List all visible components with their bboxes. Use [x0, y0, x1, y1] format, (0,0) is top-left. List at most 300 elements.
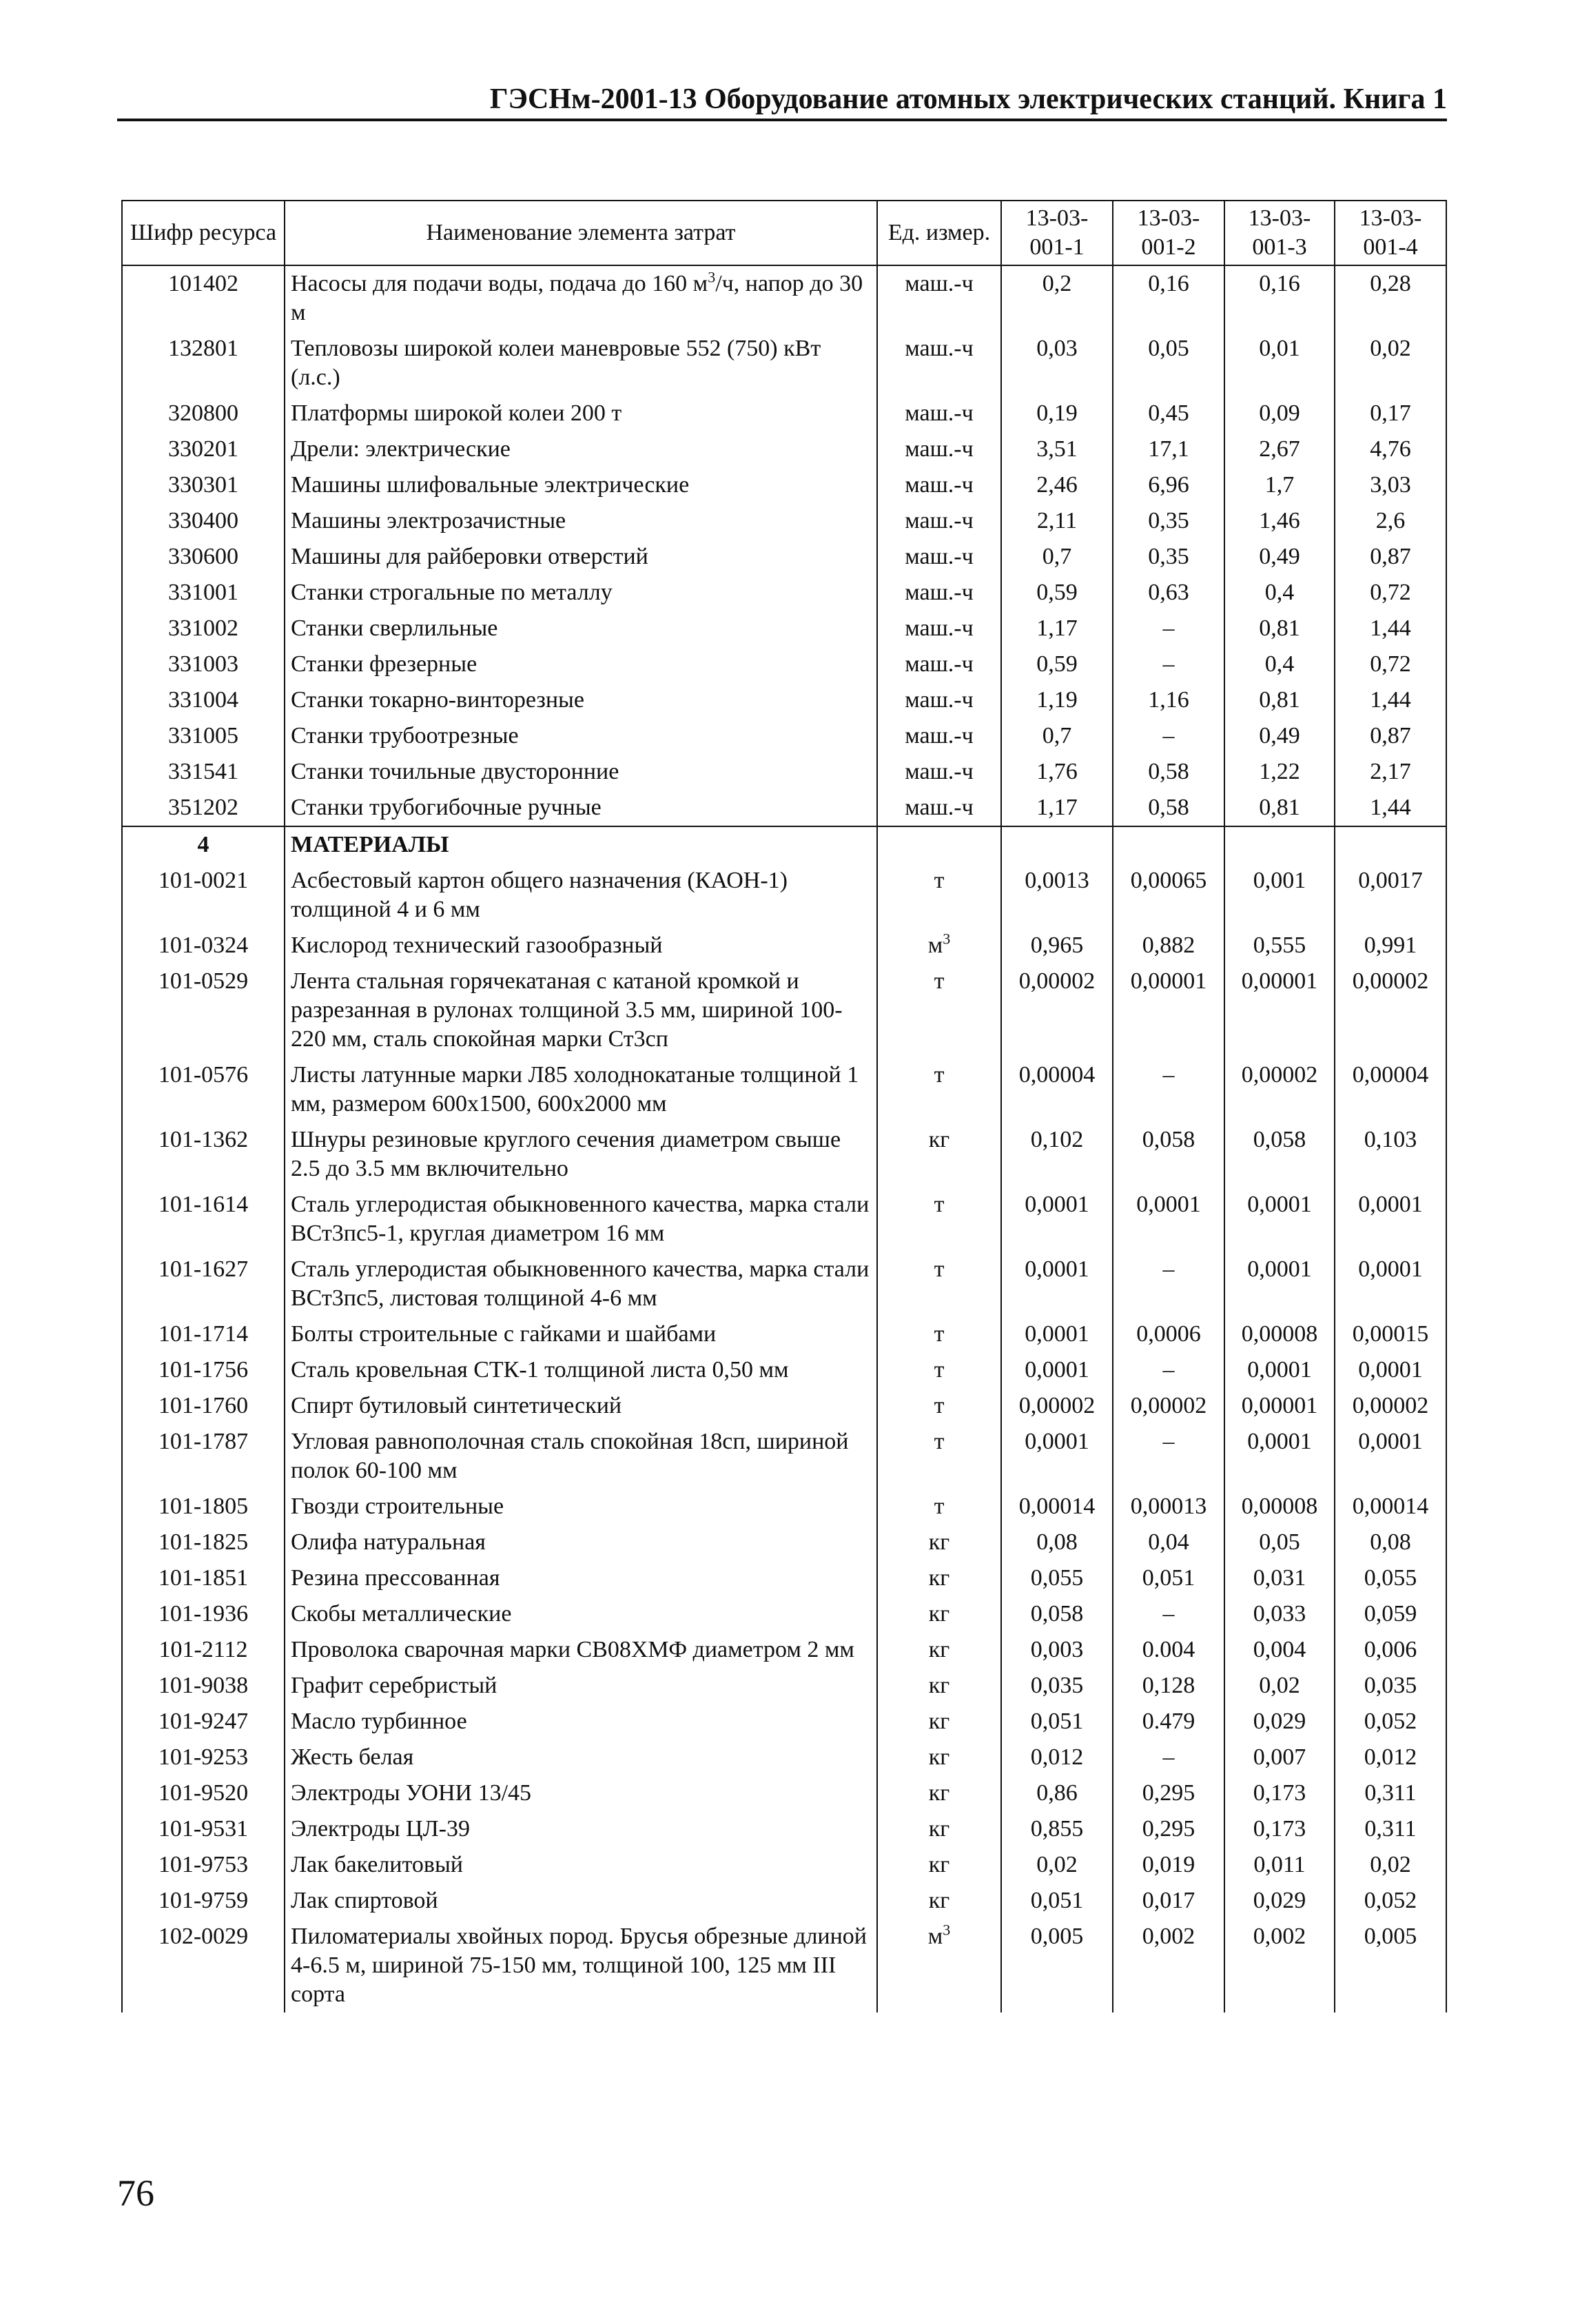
norm-4-value-cell: 0,0001 — [1335, 1252, 1446, 1316]
resource-code-cell: 101-9038 — [122, 1668, 285, 1704]
table-row — [122, 964, 1446, 1057]
table-body — [122, 265, 1446, 2012]
unit-cell: кг — [877, 1740, 1001, 1775]
norm-2-value-cell: 0,058 — [1113, 1122, 1224, 1187]
norm-4-value-cell: 0,0001 — [1335, 1187, 1446, 1252]
norm-4-value-cell: 0,0001 — [1335, 1352, 1446, 1388]
col-header-norm-2: 13-03-001-2 — [1113, 201, 1224, 265]
norm-1-value-cell: 0,00014 — [1001, 1489, 1113, 1525]
norm-4-value-cell: 0,17 — [1335, 396, 1446, 431]
unit-cell: маш.-ч — [877, 503, 1001, 539]
norm-3-value-cell: 0,49 — [1224, 539, 1335, 575]
resource-code-cell: 101-9253 — [122, 1740, 285, 1775]
norm-2-value-cell: – — [1113, 1596, 1224, 1632]
col-header-code: Шифр ресурса — [122, 201, 285, 265]
resource-code-cell: 330201 — [122, 431, 285, 467]
table-row — [122, 1560, 1446, 1596]
table-row — [122, 396, 1446, 431]
page-header-title: ГЭСНм-2001-13 Оборудование атомных электрических станций. Книга 1 — [489, 83, 1447, 115]
resource-code-cell: 101-9531 — [122, 1811, 285, 1847]
resource-name-cell: Пиломатериалы хвойных пород. Брусья обрезные длиной 4-6.5 м, шириной 75-150 мм, толщиной 100, 125 мм III сорта — [285, 1919, 877, 2012]
unit-cell: маш.-ч — [877, 539, 1001, 575]
resource-code-cell: 101-9520 — [122, 1775, 285, 1811]
norm-2-value-cell: – — [1113, 1740, 1224, 1775]
table-row — [122, 1057, 1446, 1122]
norm-2-value-cell: 0,04 — [1113, 1525, 1224, 1560]
col-header-unit: Ед. измер. — [877, 201, 1001, 265]
resource-norms-table — [121, 200, 1447, 2012]
table-row — [122, 1847, 1446, 1883]
norm-3-value-cell: 0,00008 — [1224, 1316, 1335, 1352]
table-row — [122, 682, 1446, 718]
norm-1-value-cell: 0,855 — [1001, 1811, 1113, 1847]
resource-code-cell: 101-1756 — [122, 1352, 285, 1388]
resource-name-cell: Угловая равнополочная сталь спокойная 18сп, шириной полок 60-100 мм — [285, 1424, 877, 1489]
norm-4-value-cell: 0,035 — [1335, 1668, 1446, 1704]
unit-cell: т — [877, 964, 1001, 1057]
norm-1-value-cell: 0,003 — [1001, 1632, 1113, 1668]
resource-name-cell: Шнуры резиновые круглого сечения диаметром свыше 2.5 до 3.5 мм включительно — [285, 1122, 877, 1187]
resource-code-cell: 102-0029 — [122, 1919, 285, 2012]
table-row — [122, 1632, 1446, 1668]
norm-2-value-cell: – — [1113, 718, 1224, 754]
norm-2-value-cell: 0,58 — [1113, 754, 1224, 790]
unit-cell: т — [877, 1352, 1001, 1388]
norm-3-value-cell: 1,7 — [1224, 467, 1335, 503]
table-row — [122, 1704, 1446, 1740]
norm-3-value-cell: 0,029 — [1224, 1704, 1335, 1740]
resource-code-cell: 101-1787 — [122, 1424, 285, 1489]
resource-name-cell: Графит серебристый — [285, 1668, 877, 1704]
norm-3-value-cell: 0,033 — [1224, 1596, 1335, 1632]
unit-cell: маш.-ч — [877, 396, 1001, 431]
norm-2-value-cell: 0,00001 — [1113, 964, 1224, 1057]
unit-cell: кг — [877, 1560, 1001, 1596]
norm-2-value-cell: 0,00002 — [1113, 1388, 1224, 1424]
norm-4-value-cell: 0,02 — [1335, 1847, 1446, 1883]
norm-4-value-cell: 0,00004 — [1335, 1057, 1446, 1122]
norm-4-value-cell: 0,00015 — [1335, 1316, 1446, 1352]
norm-2-value-cell: 0,35 — [1113, 503, 1224, 539]
norm-4-value-cell: 2,6 — [1335, 503, 1446, 539]
resource-name-cell: Лак бакелитовый — [285, 1847, 877, 1883]
unit-cell: кг — [877, 1775, 1001, 1811]
table-row — [122, 575, 1446, 611]
resource-name-cell: Станки сверлильные — [285, 611, 877, 646]
norm-3-value-cell: 0,00001 — [1224, 1388, 1335, 1424]
norm-3-value-cell: 0,81 — [1224, 790, 1335, 826]
resource-code-cell: 101-0529 — [122, 964, 285, 1057]
norm-1-value-cell: 0,59 — [1001, 646, 1113, 682]
norm-4-value-cell: 0,311 — [1335, 1775, 1446, 1811]
table-row — [122, 1740, 1446, 1775]
norm-3-value-cell: 0,05 — [1224, 1525, 1335, 1560]
unit-cell: маш.-ч — [877, 575, 1001, 611]
resource-name-cell: Станки фрезерные — [285, 646, 877, 682]
unit-cell: маш.-ч — [877, 790, 1001, 826]
norm-3-value-cell: 0,555 — [1224, 928, 1335, 964]
resource-name-cell: Платформы широкой колеи 200 т — [285, 396, 877, 431]
norm-4-value-cell: 0,00002 — [1335, 964, 1446, 1057]
table-row — [122, 754, 1446, 790]
norm-3-value-cell — [1224, 826, 1335, 863]
norm-3-value-cell: 0,02 — [1224, 1668, 1335, 1704]
norm-2-value-cell: 0,019 — [1113, 1847, 1224, 1883]
norm-3-value-cell: 0,0001 — [1224, 1424, 1335, 1489]
header-rule — [117, 119, 1447, 121]
norm-1-value-cell: 0,08 — [1001, 1525, 1113, 1560]
table-row — [122, 431, 1446, 467]
resource-name-cell: Машины шлифовальные электрические — [285, 467, 877, 503]
norm-4-value-cell: 0,00002 — [1335, 1388, 1446, 1424]
unit-cell: т — [877, 1489, 1001, 1525]
resource-code-cell: 101-1851 — [122, 1560, 285, 1596]
norm-3-value-cell: 0,16 — [1224, 265, 1335, 331]
norm-1-value-cell: 0,005 — [1001, 1919, 1113, 2012]
unit-cell: маш.-ч — [877, 331, 1001, 396]
norm-4-value-cell: 0,052 — [1335, 1704, 1446, 1740]
norm-1-value-cell: 0,00002 — [1001, 964, 1113, 1057]
resource-code-cell: 330600 — [122, 539, 285, 575]
resource-code-cell: 331003 — [122, 646, 285, 682]
col-header-name: Наименование элемента затрат — [285, 201, 877, 265]
col-header-norm-3: 13-03-001-3 — [1224, 201, 1335, 265]
norm-3-value-cell: 0,49 — [1224, 718, 1335, 754]
unit-cell: маш.-ч — [877, 611, 1001, 646]
resource-name-cell: Сталь углеродистая обыкновенного качества, марка стали ВСт3пс5, листовая толщиной 4-6 мм — [285, 1252, 877, 1316]
unit-cell: маш.-ч — [877, 646, 1001, 682]
table-row — [122, 1525, 1446, 1560]
norm-3-value-cell: 0,0001 — [1224, 1352, 1335, 1388]
unit-cell: кг — [877, 1122, 1001, 1187]
norm-3-value-cell: 0,09 — [1224, 396, 1335, 431]
table-row — [122, 1811, 1446, 1847]
norm-4-value-cell: 0,72 — [1335, 646, 1446, 682]
resource-name-cell: МАТЕРИАЛЫ — [285, 826, 877, 863]
norm-3-value-cell: 1,46 — [1224, 503, 1335, 539]
norm-3-value-cell: 0,029 — [1224, 1883, 1335, 1919]
resource-name-cell: Насосы для подачи воды, подача до 160 $м^3/ч$, напор до 30 м — [285, 265, 877, 331]
resource-name-cell: Машины для райберовки отверстий — [285, 539, 877, 575]
norm-3-value-cell: 2,67 — [1224, 431, 1335, 467]
norm-4-value-cell: 0,87 — [1335, 718, 1446, 754]
norm-4-value-cell: 0,28 — [1335, 265, 1446, 331]
resource-code-cell: 351202 — [122, 790, 285, 826]
resource-code-cell: 101-1714 — [122, 1316, 285, 1352]
norm-2-value-cell: 0,0001 — [1113, 1187, 1224, 1252]
table-row — [122, 646, 1446, 682]
unit-cell: маш.-ч — [877, 467, 1001, 503]
norm-3-value-cell: 0,00008 — [1224, 1489, 1335, 1525]
norm-4-value-cell: 2,17 — [1335, 754, 1446, 790]
col-header-norm-1: 13-03-001-1 — [1001, 201, 1113, 265]
norm-1-value-cell: 2,46 — [1001, 467, 1113, 503]
norm-3-value-cell: 0,0001 — [1224, 1252, 1335, 1316]
table-row — [122, 1489, 1446, 1525]
norm-1-value-cell: 0,055 — [1001, 1560, 1113, 1596]
resource-code-cell: 101-9759 — [122, 1883, 285, 1919]
norm-3-value-cell: 0,01 — [1224, 331, 1335, 396]
norm-2-value-cell: – — [1113, 1057, 1224, 1122]
norm-2-value-cell: 0.004 — [1113, 1632, 1224, 1668]
resource-name-cell: Лак спиртовой — [285, 1883, 877, 1919]
unit-cell: маш.-ч — [877, 718, 1001, 754]
norm-1-value-cell: 0,59 — [1001, 575, 1113, 611]
norm-1-value-cell: 0,058 — [1001, 1596, 1113, 1632]
norm-4-value-cell: 0,0017 — [1335, 863, 1446, 928]
resource-name-cell: Листы латунные марки Л85 холоднокатаные толщиной 1 мм, размером 600х1500, 600х2000 мм — [285, 1057, 877, 1122]
table-row — [122, 863, 1446, 928]
resource-name-cell: Резина прессованная — [285, 1560, 877, 1596]
norm-3-value-cell: 0,173 — [1224, 1811, 1335, 1847]
unit-cell: маш.-ч — [877, 265, 1001, 331]
norm-4-value-cell: 0,02 — [1335, 331, 1446, 396]
table-row — [122, 1316, 1446, 1352]
resource-code-cell: 101-0021 — [122, 863, 285, 928]
norm-4-value-cell: 0,055 — [1335, 1560, 1446, 1596]
unit-cell: кг — [877, 1883, 1001, 1919]
norm-2-value-cell: 0,35 — [1113, 539, 1224, 575]
norm-1-value-cell: 0,0001 — [1001, 1187, 1113, 1252]
resource-name-cell: Лента стальная горячекатаная с катаной кромкой и разрезанная в рулонах толщиной 3.5 мм, шириной 100-220 мм, сталь спокойная марки Ст3сп — [285, 964, 877, 1057]
norm-1-value-cell: 0,012 — [1001, 1740, 1113, 1775]
norm-3-value-cell: 1,22 — [1224, 754, 1335, 790]
norm-2-value-cell: 0,017 — [1113, 1883, 1224, 1919]
norm-3-value-cell: 0,173 — [1224, 1775, 1335, 1811]
norm-1-value-cell: 3,51 — [1001, 431, 1113, 467]
norm-1-value-cell: 0,051 — [1001, 1704, 1113, 1740]
col-header-norm-4: 13-03-001-4 — [1335, 201, 1446, 265]
norm-3-value-cell: 0,00001 — [1224, 964, 1335, 1057]
norm-3-value-cell: 0,81 — [1224, 682, 1335, 718]
resource-code-cell: 331004 — [122, 682, 285, 718]
norm-2-value-cell: 0,128 — [1113, 1668, 1224, 1704]
norm-1-value-cell: 2,11 — [1001, 503, 1113, 539]
norm-2-value-cell: 6,96 — [1113, 467, 1224, 503]
resource-code-cell: 101402 — [122, 265, 285, 331]
resource-name-cell: Станки трубогибочные ручные — [285, 790, 877, 826]
resource-name-cell: Кислород технический газообразный — [285, 928, 877, 964]
resource-name-cell: Сталь углеродистая обыкновенного качества, марка стали ВСт3пс5-1, круглая диаметром 16 мм — [285, 1187, 877, 1252]
resource-code-cell: 331005 — [122, 718, 285, 754]
resource-name-cell: Болты строительные с гайками и шайбами — [285, 1316, 877, 1352]
resource-code-cell: 331002 — [122, 611, 285, 646]
norm-4-value-cell: 0,08 — [1335, 1525, 1446, 1560]
norm-1-value-cell: 0,051 — [1001, 1883, 1113, 1919]
norm-1-value-cell: 0,19 — [1001, 396, 1113, 431]
norm-3-value-cell: 0,007 — [1224, 1740, 1335, 1775]
table-row — [122, 1122, 1446, 1187]
norm-1-value-cell: 0,0001 — [1001, 1424, 1113, 1489]
norm-2-value-cell — [1113, 826, 1224, 863]
resource-code-cell: 330301 — [122, 467, 285, 503]
table-row — [122, 539, 1446, 575]
unit-cell — [877, 826, 1001, 863]
table-row — [122, 1668, 1446, 1704]
norm-2-value-cell: 0,0006 — [1113, 1316, 1224, 1352]
resource-code-cell: 330400 — [122, 503, 285, 539]
norm-1-value-cell: 0,86 — [1001, 1775, 1113, 1811]
resource-code-cell: 101-1805 — [122, 1489, 285, 1525]
norm-3-value-cell: 0,00002 — [1224, 1057, 1335, 1122]
table-row — [122, 1352, 1446, 1388]
norm-2-value-cell: 0,002 — [1113, 1919, 1224, 2012]
unit-cell: кг — [877, 1596, 1001, 1632]
norm-1-value-cell: 0,00002 — [1001, 1388, 1113, 1424]
norm-4-value-cell: 1,44 — [1335, 611, 1446, 646]
unit-cell: кг — [877, 1525, 1001, 1560]
table-row — [122, 928, 1446, 964]
resource-name-cell: Асбестовый картон общего назначения (КАОН-1) толщиной 4 и 6 мм — [285, 863, 877, 928]
unit-cell: т — [877, 1424, 1001, 1489]
resource-name-cell: Машины электрозачистные — [285, 503, 877, 539]
norm-1-value-cell: 0,00004 — [1001, 1057, 1113, 1122]
unit-cell: т — [877, 1252, 1001, 1316]
resource-code-cell: 101-1936 — [122, 1596, 285, 1632]
resource-code-cell: 101-0324 — [122, 928, 285, 964]
norm-4-value-cell: 1,44 — [1335, 682, 1446, 718]
norm-4-value-cell: 0,006 — [1335, 1632, 1446, 1668]
table-row — [122, 1187, 1446, 1252]
unit-cell: кг — [877, 1668, 1001, 1704]
norm-2-value-cell: 1,16 — [1113, 682, 1224, 718]
norm-2-value-cell: 0,58 — [1113, 790, 1224, 826]
resource-name-cell: Станки трубоотрезные — [285, 718, 877, 754]
table-row — [122, 1596, 1446, 1632]
resource-name-cell: Сталь кровельная СТК-1 толщиной листа 0,50 мм — [285, 1352, 877, 1388]
norm-1-value-cell: 0,102 — [1001, 1122, 1113, 1187]
norm-2-value-cell: 0.479 — [1113, 1704, 1224, 1740]
resource-code-cell: 331001 — [122, 575, 285, 611]
norm-1-value-cell: 1,17 — [1001, 611, 1113, 646]
norm-3-value-cell: 0,0001 — [1224, 1187, 1335, 1252]
norm-4-value-cell: 0,0001 — [1335, 1424, 1446, 1489]
norm-3-value-cell: 0,4 — [1224, 646, 1335, 682]
table-row — [122, 265, 1446, 331]
unit-cell: кг — [877, 1632, 1001, 1668]
norm-4-value-cell: 1,44 — [1335, 790, 1446, 826]
resource-code-cell: 331541 — [122, 754, 285, 790]
norm-3-value-cell: 0,002 — [1224, 1919, 1335, 2012]
norm-4-value-cell: 0,052 — [1335, 1883, 1446, 1919]
resource-code-cell: 320800 — [122, 396, 285, 431]
unit-cell: т — [877, 1187, 1001, 1252]
norm-2-value-cell: – — [1113, 646, 1224, 682]
norm-2-value-cell: – — [1113, 1352, 1224, 1388]
resource-name-cell: Станки токарно-винторезные — [285, 682, 877, 718]
norm-2-value-cell: 0,295 — [1113, 1775, 1224, 1811]
resource-code-cell: 132801 — [122, 331, 285, 396]
unit-cell: маш.-ч — [877, 754, 1001, 790]
table-row — [122, 790, 1446, 826]
resource-name-cell: Гвозди строительные — [285, 1489, 877, 1525]
norm-4-value-cell: 0,00014 — [1335, 1489, 1446, 1525]
section-heading-row — [122, 826, 1446, 863]
norm-2-value-cell: – — [1113, 1424, 1224, 1489]
norm-4-value-cell: 4,76 — [1335, 431, 1446, 467]
table-row — [122, 1252, 1446, 1316]
unit-cell: маш.-ч — [877, 682, 1001, 718]
norm-1-value-cell: 0,0013 — [1001, 863, 1113, 928]
table-row — [122, 331, 1446, 396]
page-number: 76 — [117, 2172, 154, 2214]
unit-cell: т — [877, 1388, 1001, 1424]
norm-2-value-cell: – — [1113, 611, 1224, 646]
resource-name-cell: Тепловозы широкой колеи маневровые 552 (750) кВт (л.с.) — [285, 331, 877, 396]
table-row — [122, 503, 1446, 539]
norm-2-value-cell: 0,63 — [1113, 575, 1224, 611]
norm-4-value-cell: 0,059 — [1335, 1596, 1446, 1632]
table-row — [122, 1388, 1446, 1424]
resource-code-cell: 4 — [122, 826, 285, 863]
table-header-row — [122, 201, 1446, 265]
norm-4-value-cell: 0,72 — [1335, 575, 1446, 611]
resource-code-cell: 101-1627 — [122, 1252, 285, 1316]
resource-name-cell: Дрели: электрические — [285, 431, 877, 467]
resource-code-cell: 101-0576 — [122, 1057, 285, 1122]
table-row — [122, 718, 1446, 754]
resource-code-cell: 101-9753 — [122, 1847, 285, 1883]
norm-2-value-cell: 0,00065 — [1113, 863, 1224, 928]
norm-3-value-cell: 0,4 — [1224, 575, 1335, 611]
unit-cell: т — [877, 1057, 1001, 1122]
table-row — [122, 611, 1446, 646]
resource-name-cell: Скобы металлические — [285, 1596, 877, 1632]
norm-3-value-cell: 0,001 — [1224, 863, 1335, 928]
unit-cell: $м^3$ — [877, 928, 1001, 964]
norm-4-value-cell: 0,103 — [1335, 1122, 1446, 1187]
norm-2-value-cell: 0,45 — [1113, 396, 1224, 431]
resource-code-cell: 101-9247 — [122, 1704, 285, 1740]
table-row — [122, 467, 1446, 503]
resource-code-cell: 101-1825 — [122, 1525, 285, 1560]
norm-4-value-cell: 0,012 — [1335, 1740, 1446, 1775]
norm-3-value-cell: 0,011 — [1224, 1847, 1335, 1883]
table-row — [122, 1919, 1446, 2012]
norm-2-value-cell: 0,295 — [1113, 1811, 1224, 1847]
norm-1-value-cell: 0,0001 — [1001, 1252, 1113, 1316]
norm-1-value-cell: 1,19 — [1001, 682, 1113, 718]
norm-3-value-cell: 0,81 — [1224, 611, 1335, 646]
norm-2-value-cell: 0,882 — [1113, 928, 1224, 964]
unit-cell: кг — [877, 1847, 1001, 1883]
table-row — [122, 1775, 1446, 1811]
norm-2-value-cell: 0,051 — [1113, 1560, 1224, 1596]
norm-4-value-cell: 0,87 — [1335, 539, 1446, 575]
norm-1-value-cell: 0,03 — [1001, 331, 1113, 396]
norm-1-value-cell: 0,965 — [1001, 928, 1113, 964]
norm-4-value-cell: 0,005 — [1335, 1919, 1446, 2012]
resource-name-cell: Жесть белая — [285, 1740, 877, 1775]
norm-2-value-cell: – — [1113, 1252, 1224, 1316]
resource-name-cell: Электроды УОНИ 13/45 — [285, 1775, 877, 1811]
norm-1-value-cell: 0,7 — [1001, 718, 1113, 754]
resource-code-cell: 101-1614 — [122, 1187, 285, 1252]
resource-name-cell: Электроды ЦЛ-39 — [285, 1811, 877, 1847]
norm-1-value-cell: 0,0001 — [1001, 1352, 1113, 1388]
norm-1-value-cell: 0,02 — [1001, 1847, 1113, 1883]
resource-name-cell: Масло турбинное — [285, 1704, 877, 1740]
norm-3-value-cell: 0,004 — [1224, 1632, 1335, 1668]
norm-2-value-cell: 0,16 — [1113, 265, 1224, 331]
norm-1-value-cell: 0,035 — [1001, 1668, 1113, 1704]
norm-1-value-cell: 0,7 — [1001, 539, 1113, 575]
resource-name-cell: Проволока сварочная марки СВ08ХМФ диаметром 2 мм — [285, 1632, 877, 1668]
norm-2-value-cell: 0,00013 — [1113, 1489, 1224, 1525]
resource-code-cell: 101-1362 — [122, 1122, 285, 1187]
unit-cell: $м^3$ — [877, 1919, 1001, 2012]
norm-1-value-cell: 1,76 — [1001, 754, 1113, 790]
